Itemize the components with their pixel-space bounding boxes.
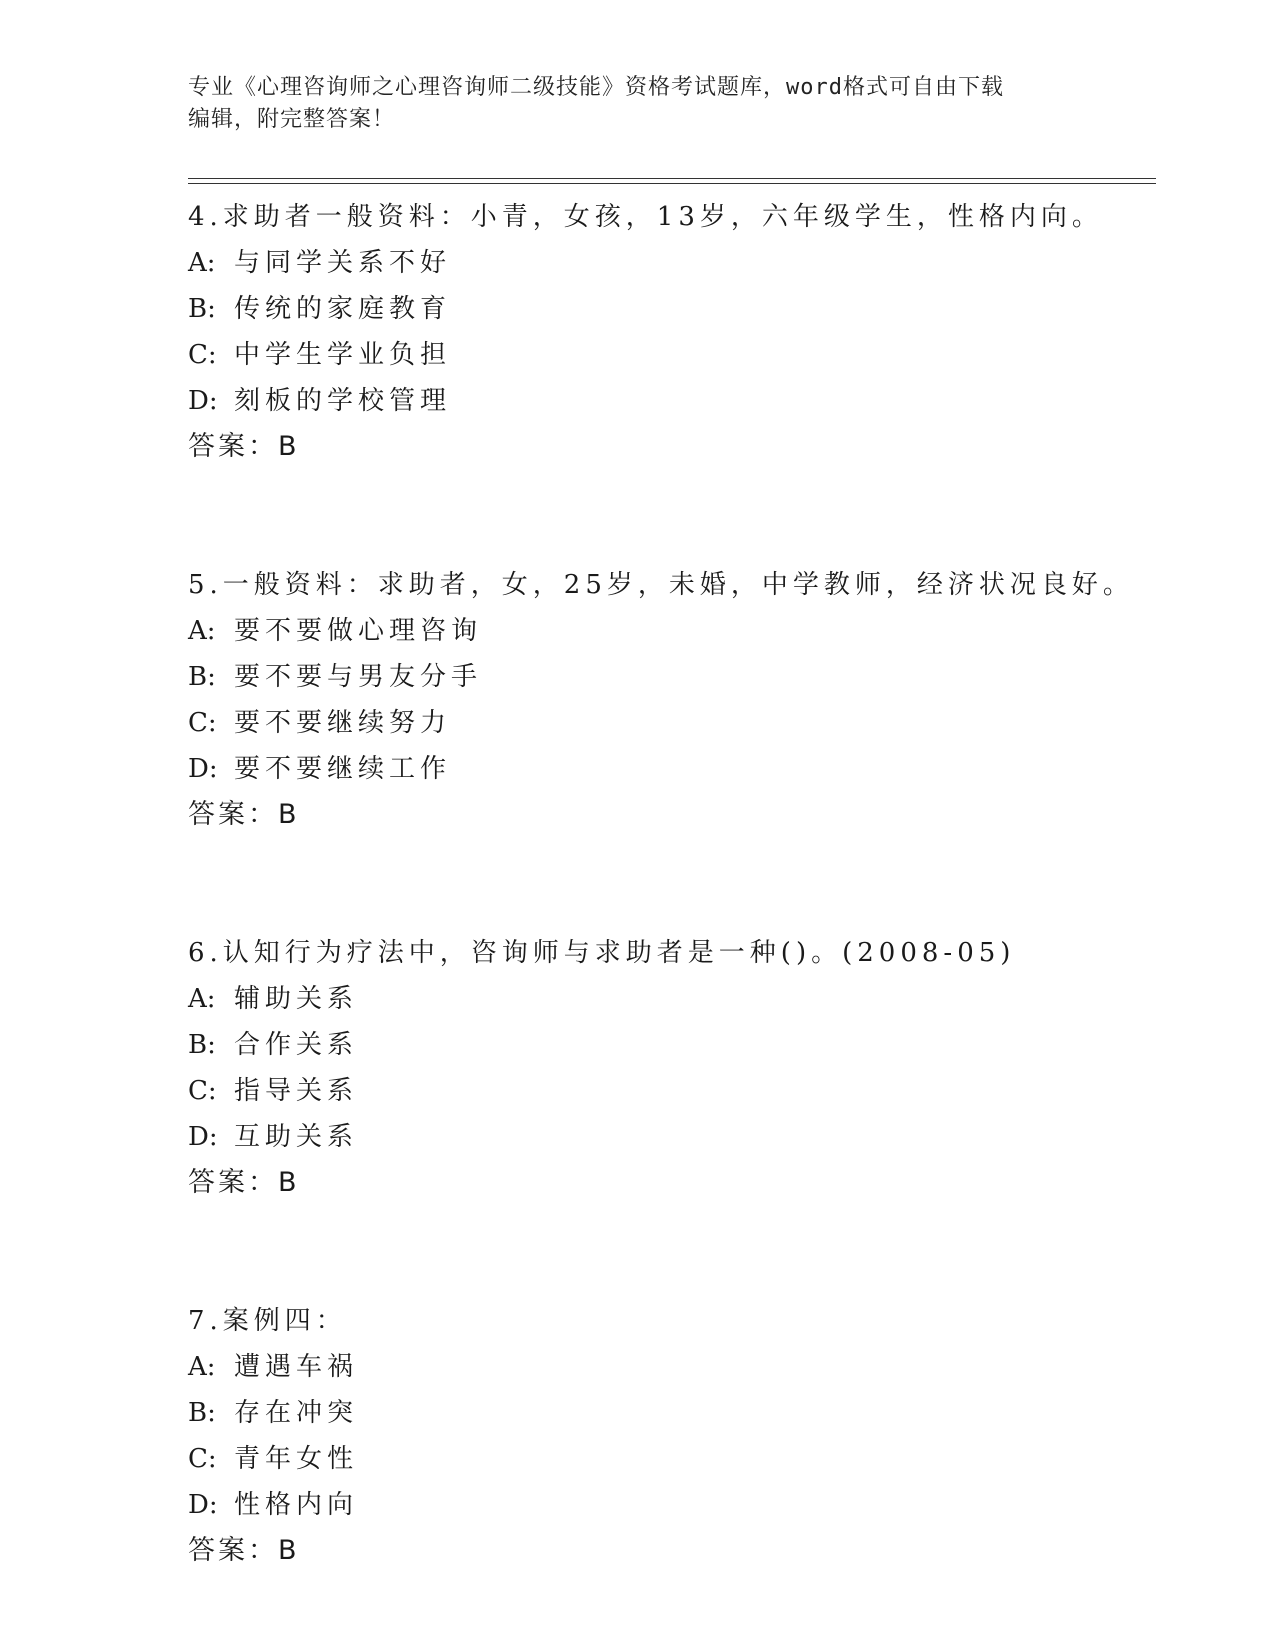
- option-letter: A:: [188, 1352, 216, 1382]
- spacer: [188, 1206, 1156, 1298]
- option-letter: A:: [188, 248, 216, 278]
- header-line-1: 专业《心理咨询师之心理咨询师二级技能》资格考试题库，word格式可自由下载: [188, 75, 1004, 100]
- option-text: 存在冲突: [234, 1398, 359, 1428]
- question-stem: 6.认知行为疗法中，咨询师与求助者是一种()。(2008-05): [188, 938, 1016, 968]
- header-divider-bottom: [188, 183, 1156, 184]
- option-text: 性格内向: [234, 1490, 359, 1520]
- option-letter: D:: [188, 386, 218, 416]
- option-text: 与同学关系不好: [234, 248, 452, 278]
- option-a: [188, 240, 1156, 286]
- option-text: 青年女性: [234, 1444, 359, 1474]
- option-text: 要不要与男友分手: [234, 662, 483, 692]
- option-letter: C:: [188, 708, 217, 738]
- option-d: [188, 1114, 1156, 1160]
- option-text: 合作关系: [234, 1030, 359, 1060]
- question-stem: 4.求助者一般资料：小青，女孩，13岁，六年级学生，性格内向。: [188, 202, 1103, 232]
- option-b: [188, 286, 1156, 332]
- option-b: [188, 1390, 1156, 1436]
- option-c: [188, 700, 1156, 746]
- question-stem: 5.一般资料：求助者，女，25岁，未婚，中学教师，经济状况良好。: [188, 570, 1134, 600]
- option-a: [188, 608, 1156, 654]
- answer-line: 答案：B: [188, 431, 300, 462]
- question-stem: 7.案例四：: [188, 1306, 347, 1336]
- option-letter: B:: [188, 1030, 216, 1060]
- option-letter: A:: [188, 984, 216, 1014]
- option-letter: D:: [188, 754, 218, 784]
- question-block: [188, 1298, 1156, 1574]
- option-c: [188, 1068, 1156, 1114]
- option-text: 要不要继续努力: [234, 708, 452, 738]
- option-text: 指导关系: [234, 1076, 359, 1106]
- option-letter: C:: [188, 340, 217, 370]
- option-text: 遭遇车祸: [234, 1352, 359, 1382]
- option-text: 互助关系: [234, 1122, 359, 1152]
- option-letter: D:: [188, 1122, 218, 1152]
- option-letter: B:: [188, 662, 216, 692]
- header-line-2: 编辑，附完整答案！: [188, 107, 396, 132]
- option-d: [188, 378, 1156, 424]
- option-letter: B:: [188, 1398, 216, 1428]
- option-letter: D:: [188, 1490, 218, 1520]
- question-list: [188, 194, 1156, 1574]
- option-letter: C:: [188, 1444, 217, 1474]
- option-a: [188, 1344, 1156, 1390]
- option-text: 中学生学业负担: [234, 340, 452, 370]
- option-c: [188, 332, 1156, 378]
- option-c: [188, 1436, 1156, 1482]
- option-letter: C:: [188, 1076, 217, 1106]
- option-text: 要不要做心理咨询: [234, 616, 483, 646]
- header-divider-top: [188, 178, 1156, 179]
- question-block: [188, 562, 1156, 838]
- question-block: [188, 194, 1156, 470]
- option-text: 要不要继续工作: [234, 754, 452, 784]
- option-letter: A:: [188, 616, 216, 646]
- option-d: [188, 746, 1156, 792]
- option-b: [188, 654, 1156, 700]
- answer-line: 答案：B: [188, 799, 300, 830]
- option-a: [188, 976, 1156, 1022]
- option-text: 刻板的学校管理: [234, 386, 452, 416]
- document-header: [188, 72, 1088, 136]
- question-block: [188, 930, 1156, 1206]
- option-text: 传统的家庭教育: [234, 294, 452, 324]
- option-d: [188, 1482, 1156, 1528]
- option-b: [188, 1022, 1156, 1068]
- spacer: [188, 470, 1156, 562]
- answer-line: 答案：B: [188, 1167, 300, 1198]
- option-text: 辅助关系: [234, 984, 359, 1014]
- spacer: [188, 838, 1156, 930]
- answer-line: 答案：B: [188, 1535, 300, 1566]
- option-letter: B:: [188, 294, 216, 324]
